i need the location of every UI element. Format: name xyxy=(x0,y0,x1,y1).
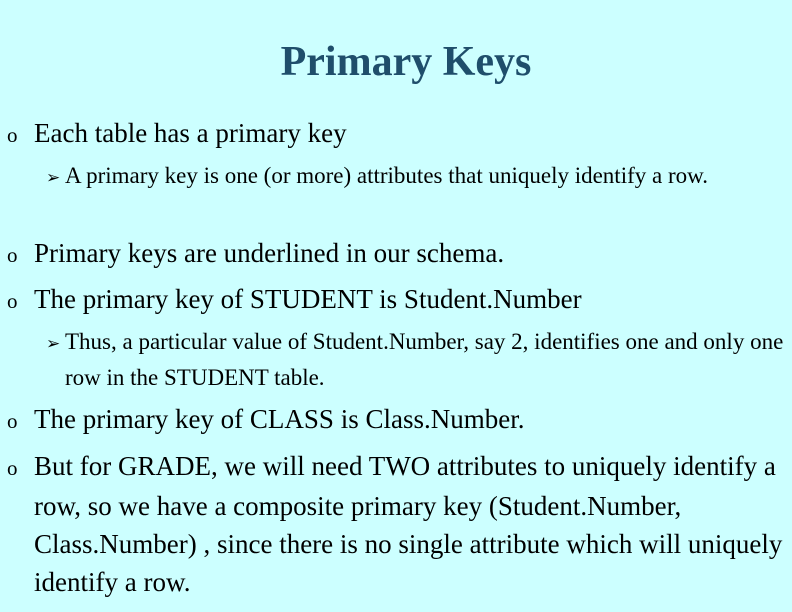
bullet-text: But for GRADE, we will need TWO attributes to uniquely identify a row, so we have a composite primary key (Student.Number, Class.Number) , since there is no single attribute which will uniquely identify a row. xyxy=(34,451,783,597)
sub-bullet-item xyxy=(46,159,792,195)
bullet-item xyxy=(7,114,792,154)
circle-bullet-icon: o xyxy=(7,123,18,147)
bullet-text: Each table has a primary key xyxy=(34,118,347,148)
sub-bullet-text: Thus, a particular value of Student.Number, say 2, identifies one and only one row in the STUDENT table. xyxy=(65,329,784,390)
bullet-item xyxy=(7,234,792,274)
circle-bullet-icon: o xyxy=(7,409,18,433)
circle-bullet-icon: o xyxy=(7,289,18,313)
bullet-item xyxy=(7,280,792,320)
circle-bullet-icon: o xyxy=(7,456,18,480)
arrow-bullet-icon: ➢ xyxy=(46,168,61,188)
circle-bullet-icon: o xyxy=(7,243,18,267)
bullet-item xyxy=(7,400,792,440)
bullet-text: The primary key of STUDENT is Student.Number xyxy=(34,284,582,314)
slide-title: Primary Keys xyxy=(280,39,532,85)
bullet-text: The primary key of CLASS is Class.Number. xyxy=(34,404,525,434)
arrow-bullet-icon: ➢ xyxy=(46,334,61,354)
sub-bullet-text: A primary key is one (or more) attributes that uniquely identify a row. xyxy=(65,163,708,188)
bullet-item xyxy=(7,447,792,601)
sub-bullet-item xyxy=(46,325,792,394)
bullet-text: Primary keys are underlined in our schema. xyxy=(34,238,505,268)
